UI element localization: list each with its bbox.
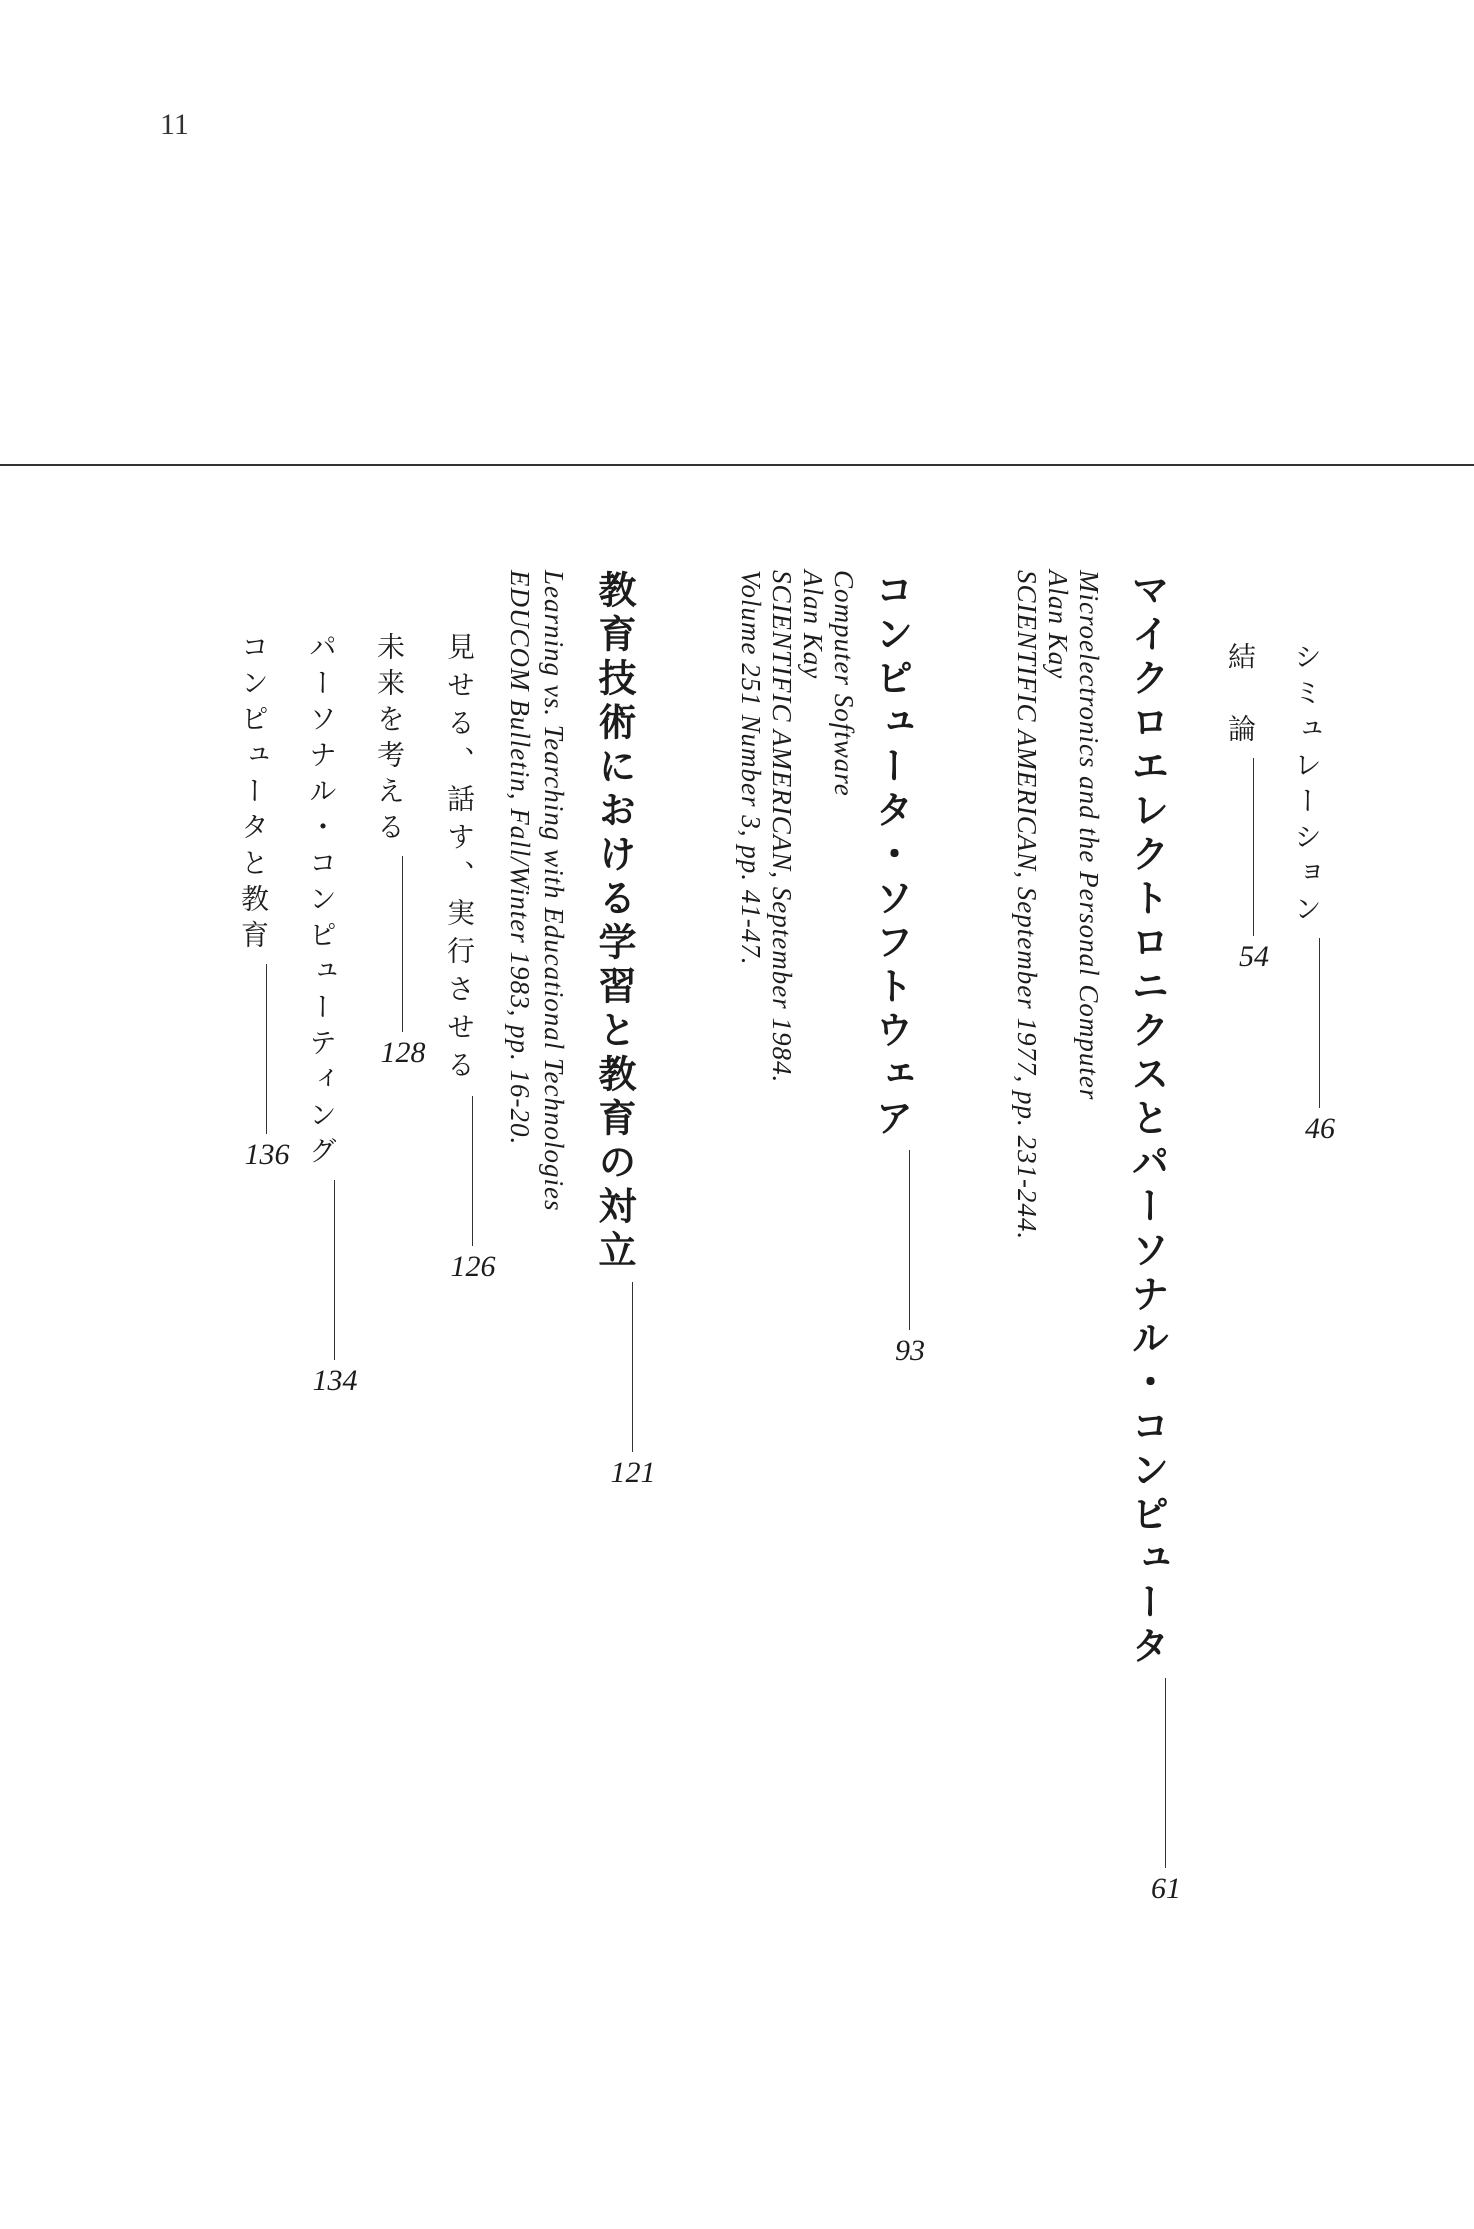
- toc-title-software: コンピュータ・ソフトウェア: [869, 570, 914, 1142]
- source-education: EDUCOM Bulletin, Fall/Winter 1983, pp. 16-20.: [505, 570, 535, 1146]
- original-title-software: Computer Software: [829, 570, 859, 797]
- toc-title-simulation: シミュレーション: [1290, 642, 1323, 930]
- toc-title-computer-education: コンピュータと教育: [237, 632, 270, 956]
- leader-line: [1165, 1678, 1166, 1868]
- leader-line: [472, 1096, 473, 1246]
- source-microelectronics: SCIENTIFIC AMERICAN, September 1977, pp. 231-244.: [1012, 570, 1042, 1241]
- author-microelectronics: Alan Kay: [1043, 570, 1073, 680]
- original-title-education: Learning vs. Tearching with Educational Technologies: [539, 570, 569, 1212]
- toc-page-personal-computing: 134: [312, 1364, 358, 1397]
- leader-line: [334, 1180, 335, 1360]
- toc-title-education: 教育技術における学習と教育の対立: [592, 570, 637, 1274]
- toc-title-conclusion: 結 論: [1224, 642, 1257, 750]
- author-software: Alan Kay: [798, 570, 828, 680]
- toc-page-simulation: 46: [1305, 1112, 1335, 1145]
- toc-entry-computer-education: [222, 632, 290, 1171]
- leader-line: [632, 1282, 633, 1452]
- toc-title-future: 未来を考える: [373, 632, 406, 848]
- toc-entry-show-tell-do: [428, 632, 496, 1283]
- original-title-microelectronics: Microelectronics and the Personal Computer: [1074, 570, 1104, 1101]
- header-rule: [0, 464, 1474, 466]
- toc-entry-conclusion: [1224, 642, 1269, 973]
- leader-line: [266, 964, 267, 1134]
- toc-page-conclusion: 54: [1239, 940, 1269, 973]
- leader-line: [909, 1150, 910, 1330]
- source-software-line1: SCIENTIFIC AMERICAN, September 1984.: [767, 570, 797, 1084]
- toc-title-show-tell-do: 見せる、話す、実行させる: [443, 632, 476, 1088]
- toc-entry-microelectronics: [1125, 570, 1181, 1905]
- leader-line: [402, 856, 403, 1032]
- toc-title-microelectronics: マイクロエレクトロニクスとパーソナル・コンピュータ: [1125, 570, 1170, 1670]
- toc-page-education: 121: [610, 1456, 656, 1489]
- toc-title-personal-computing: パーソナル・コンピューティング: [305, 632, 338, 1172]
- toc-page-computer-education: 136: [244, 1138, 290, 1171]
- leader-line: [1253, 758, 1254, 936]
- toc-entry-simulation: [1290, 642, 1335, 1145]
- toc-entry-personal-computing: [290, 632, 358, 1397]
- source-software-line2: Volume 251 Number 3, pp. 41-47.: [736, 570, 766, 966]
- toc-entry-education: [588, 570, 656, 1489]
- leader-line: [1319, 938, 1320, 1108]
- toc-page-show-tell-do: 126: [450, 1250, 496, 1283]
- toc-page-future: 128: [380, 1036, 426, 1069]
- page-number: 11: [160, 108, 189, 141]
- toc-page-microelectronics: 61: [1151, 1872, 1181, 1905]
- toc-entry-software: [869, 570, 925, 1367]
- toc-page-software: 93: [895, 1334, 925, 1367]
- toc-entry-future: [358, 632, 426, 1069]
